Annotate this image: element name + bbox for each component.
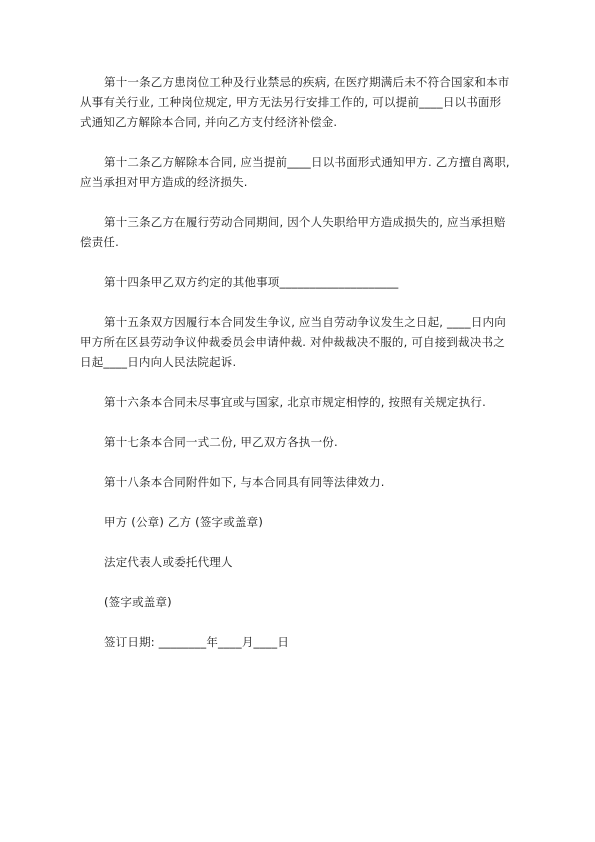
signing-date-line: 签订日期: ________年____月____日 (104, 635, 290, 649)
clause-12: 第十二条乙方解除本合同, 应当提前____日以书面形式通知甲方. 乙方擅自离职, 应当承担对甲方造成的经济损失. (80, 155, 510, 189)
clause-16: 第十六条本合同未尽事宜或与国家, 北京市规定相悖的, 按照有关规定执行. (104, 395, 486, 409)
clause-18: 第十八条本合同附件如下, 与本合同具有同等法律效力. (104, 475, 385, 489)
clause-11: 第十一条乙方患岗位工种及行业禁忌的疾病, 在医疗期满后未不符合国家和本市从事有关行业, 工种岗位规定, 甲方无法另行安排工作的, 可以提前____日以书面形式通知乙方解除本合同, 并向乙方支付经济补偿金. (80, 75, 510, 129)
clause-15: 第十五条双方因履行本合同发生争议, 应当自劳动争议发生之日起, ____日内向甲方所在区县劳动争议仲裁委员会申请仲裁. 对仲裁裁决不服的, 可自接到裁决书之日起____日内向人民法院起诉. (80, 315, 506, 369)
legal-representative-line: 法定代表人或委托代理人 (104, 555, 233, 569)
clause-13: 第十三条乙方在履行劳动合同期间, 因个人失职给甲方造成损失的, 应当承担赔偿责任. (80, 215, 506, 249)
sign-or-seal-line: (签字或盖章) (104, 595, 172, 609)
clause-14: 第十四条甲乙双方约定的其他事项____________________ (104, 275, 399, 289)
clause-17: 第十七条本合同一式二份, 甲乙双方各执一份. (104, 435, 338, 449)
party-signature-line: 甲方 (公章) 乙方 (签字或盖章) (104, 515, 264, 529)
